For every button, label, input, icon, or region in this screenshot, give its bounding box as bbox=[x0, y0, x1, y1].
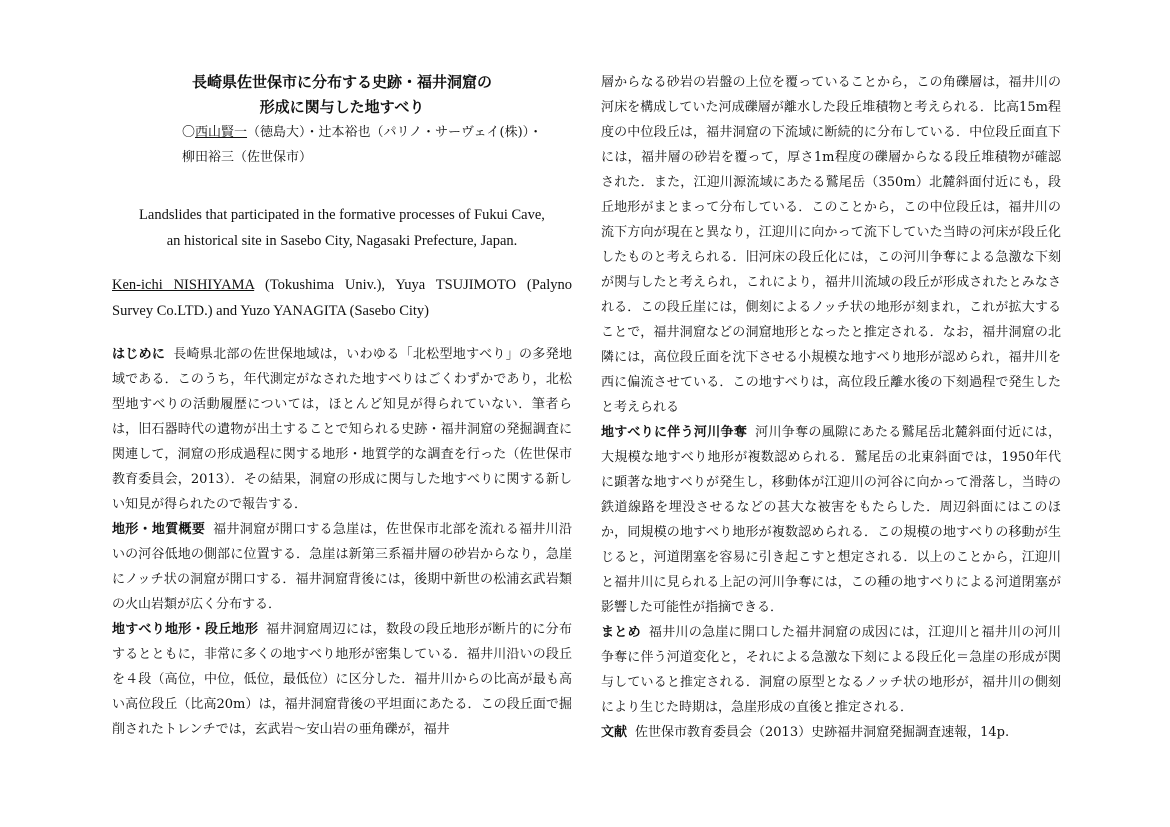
right-column bbox=[601, 70, 1061, 745]
section-text: 福井川の急崖に開口した福井洞窟の成因には，江迎川と福井川の河川争奪に伴う河道変化と，それによる急激な下刻による段丘化＝急崖の形成が関与していると推定される．洞窟の原型となるノッチ状の地形が，福井川の側刻により生じた時期は，急崖形成の直後と推定される． bbox=[601, 625, 1061, 715]
english-authors-rest: (Tokushima Univ.), Yuya TSUJIMOTO (Palyno Survey Co.LTD.) and Yuzo YANAGITA (Sasebo City) bbox=[112, 277, 572, 319]
presenter-marker: 〇 bbox=[182, 125, 196, 140]
section-text: 河川争奪の風隙にあたる鷲尾岳北麓斜面付近には，大規模な地すべり地形が複数認められる．鷲尾岳の北東斜面では，1950年代に顕著な地すべりが発生し，移動体が江迎川の河谷に向かって滑落し，当時の鉄道線路を埋没させるなどの甚大な被害をもたらした．周辺斜面にはこのほか，同規模の地すべり地形が複数認められる．この規模の地すべりの移動が生じると，河道閉塞を容易に引き起こすと想定される．以上のことから，江迎川と福井川に見られる上記の河川争奪には，この種の地すべりによる河道閉塞が影響した可能性が指摘できる． bbox=[601, 425, 1061, 615]
section-heading: まとめ bbox=[601, 625, 641, 640]
section-text: 福井洞窟周辺には，数段の段丘地形が断片的に分布するとともに，非常に多くの地すべり地形が密集している．福井川沿いの段丘を４段（高位，中位，低位，最低位）に区分した．福井川からの比高が最も高い高位段丘（比高20m）は，福井洞窟背後の平坦面にあたる．この段丘面で掘削されたトレンチでは，玄武岩〜安山岩の亜角礫が，福井 bbox=[112, 622, 572, 737]
paper-title-line2: 形成に関与した地すべり bbox=[259, 98, 425, 116]
left-column bbox=[112, 70, 572, 742]
section-text: 長崎県北部の佐世保地域は，いわゆる「北松型地すべり」の多発地域である．このうち，年代測定がなされた地すべりはごくわずかであり，北松型地すべりの活動履歴については，ほとんど知見が得られていない．筆者らは，旧石器時代の遺物が出土することで知られる史跡・福井洞窟の発掘調査に関連して，洞窟の形成過程に関する地形・地質学的な調査を行った（佐世保市教育委員会，2013）．その結果，洞窟の形成に関与した地すべりに関する新しい知見が得られたので報告する． bbox=[112, 347, 572, 512]
section-text: 佐世保市教育委員会（2013）史跡福井洞窟発掘調査速報，14p. bbox=[635, 725, 1010, 740]
section-heading: 地すべりに伴う河川争奪 bbox=[601, 425, 748, 440]
authors-jp-affiliations: （徳島大）・辻本裕也（パリノ・サーヴェイ(株)）・ bbox=[247, 125, 543, 140]
section-text: 福井洞窟が開口する急崖は，佐世保市北部を流れる福井川沿いの河谷低地の側部に位置する．急崖は新第三系福井層の砂岩からなり，急崖にノッチ状の洞窟が開口する．福井洞窟背後には，後期中新世の松浦玄武岩類の火山岩類が広く分布する． bbox=[112, 522, 572, 612]
section-intro bbox=[112, 342, 572, 517]
section-heading: はじめに bbox=[112, 347, 166, 362]
section-heading: 文献 bbox=[601, 725, 628, 740]
section-heading: 地形・地質概要 bbox=[112, 522, 206, 537]
section-geology bbox=[112, 517, 572, 617]
presenter-name-en: Ken-ichi NISHIYAMA bbox=[112, 277, 255, 293]
paper-title-line1: 長崎県佐世保市に分布する史跡・福井洞窟の bbox=[191, 73, 492, 91]
body-left bbox=[112, 342, 572, 742]
english-title-line2: an historical site in Sasebo City, Nagasaki Prefecture, Japan. bbox=[166, 233, 518, 249]
section-heading: 地すべり地形・段丘地形 bbox=[112, 622, 259, 637]
body-right bbox=[601, 70, 1061, 745]
section-summary bbox=[601, 620, 1061, 720]
section-landslide bbox=[112, 617, 572, 742]
authors-jp-line2: 柳田裕三（佐世保市） bbox=[182, 150, 313, 165]
authors-jp bbox=[182, 120, 572, 145]
english-authors bbox=[112, 272, 572, 324]
english-title-line1: Landslides that participated in the formative processes of Fukui Cave, bbox=[139, 207, 545, 223]
section-landslide-continued: 層からなる砂岩の岩盤の上位を覆っていることから，この角礫層は，福井川の河床を構成していた河成礫層が離水した段丘堆積物と考えられる．比高15m程度の中位段丘は，福井洞窟の下流域に断続的に分布している．中位段丘面直下には，福井層の砂岩を覆って，厚さ1m程度の礫層からなる段丘堆積物が確認された．また，江迎川源流域にあたる鷲尾岳（350m）北麓斜面付近にも，段丘地形がまとまって分布している．このことから，この中位段丘は，福井川の流下方向が現在と異なり，江迎川に向かって流下していた当時の河床が段丘化したものと考えられる．旧河床の段丘化には，この河川争奪による急激な下刻が関与したと考えられ，これにより，福井川流域の段丘が形成されたとみなされる．この段丘崖には，側刻によるノッチ状の地形が刻まれ，これが拡大することで，福井洞窟などの洞窟地形となったと推定される．なお，福井洞窟の北隣には，高位段丘面を沈下させる小規模な地すべり地形が認められ，福井川を西に偏流させている．この地すべりは，高位段丘離水後の下刻過程で発生したと考えられる bbox=[601, 75, 1061, 415]
presenter-name-jp: 西山賢一 bbox=[195, 125, 248, 140]
section-capture bbox=[601, 420, 1061, 620]
section-references bbox=[601, 720, 1061, 745]
